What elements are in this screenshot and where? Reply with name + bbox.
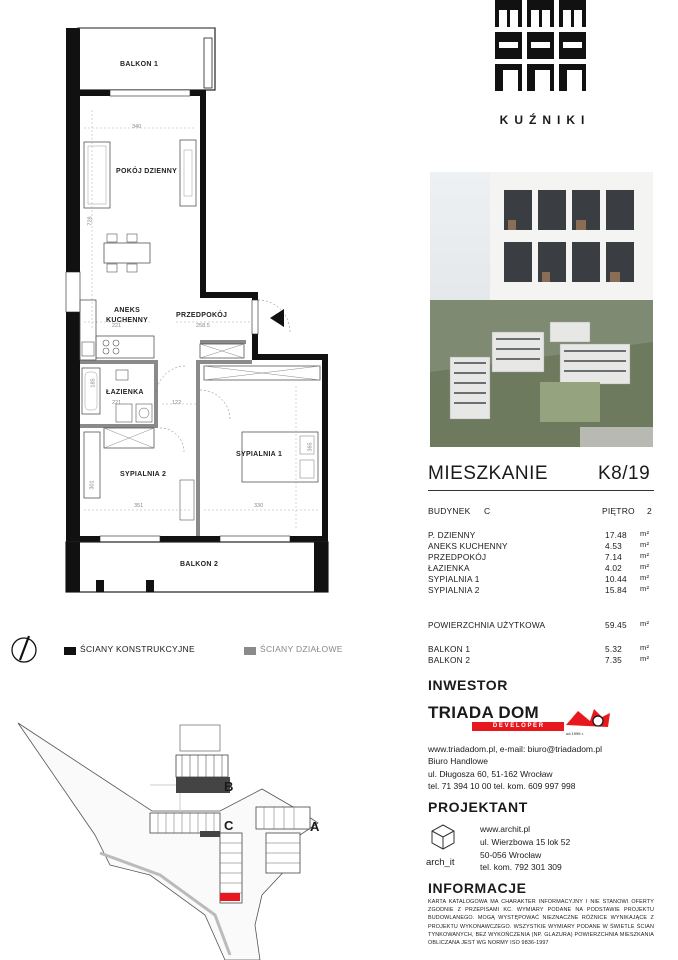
area-row bbox=[428, 541, 654, 552]
divider bbox=[428, 490, 654, 491]
area-row bbox=[428, 574, 654, 585]
area-name: SYPIALNIA 1 bbox=[428, 574, 480, 584]
room-label-bathroom: ŁAZIENKA bbox=[106, 389, 144, 396]
dimension-label: 301 bbox=[89, 480, 96, 490]
info-disclaimer: KARTA KATALOGOWA MA CHARAKTER INFORMACYJNY I NIE STANOWI OFERTY ZGODNIE Z PRZEPISAMI KC. WYMIARY PODANE NA PODSTAWIE PROJEKTU BUDOWLANEGO. MOGĄ WYSTĘPOWAĆ NIEZNACZNE RÓŻNICE WYNIKAJĄCE Z PROJEKTU WYKONAWCZEGO. WSZYSTKIE WYMIARY PODANE W ŚWIETLE ŚCIAN TYNKOWANYCH, BEZ WYKOŃCZENIA (NP. GLAZURA) POWIERZCHNIA MIESZKANIA OBLICZANA JEST WG NORMY ISO 9836-1997 bbox=[428, 899, 654, 947]
structural-wall-swatch bbox=[64, 647, 76, 655]
area-name: PRZEDPOKÓJ bbox=[428, 552, 487, 562]
area-name: SYPIALNIA 2 bbox=[428, 585, 480, 595]
designer-address: ul. Wierzbowa 15 lok 52 bbox=[480, 837, 571, 847]
investor-office: Biuro Handlowe bbox=[428, 756, 489, 766]
dimension-label: 185 bbox=[90, 378, 97, 388]
room-label-bedroom-2: SYPIALNIA 2 bbox=[120, 471, 167, 478]
kuzniki-logo bbox=[495, 0, 590, 100]
area-unit: m² bbox=[640, 584, 650, 593]
apartment-code: K8/19 bbox=[598, 463, 651, 484]
area-value: 17.48 bbox=[605, 530, 627, 540]
dimension-label: 340 bbox=[132, 124, 142, 130]
designer-heading: PROJEKTANT bbox=[428, 799, 528, 815]
room-label-kitchenette: ANEKS KUCHENNY bbox=[106, 307, 149, 324]
dimension-label: 258.5 bbox=[196, 323, 210, 329]
dimension-label: 330 bbox=[254, 503, 264, 509]
site-plan-drawing bbox=[0, 715, 380, 960]
north-compass-icon bbox=[10, 630, 40, 670]
wall-legend bbox=[10, 630, 350, 670]
area-name: ANEKS KUCHENNY bbox=[428, 541, 508, 551]
area-unit: m² bbox=[640, 562, 650, 571]
room-label-balcony-2: BALKON 2 bbox=[180, 561, 219, 568]
site-label-building-a: A bbox=[310, 819, 320, 834]
designer-phone: tel. kom. 792 301 309 bbox=[480, 862, 562, 872]
area-name: BALKON 1 bbox=[428, 644, 471, 654]
room-label-hallway: PRZEDPOKÓJ bbox=[176, 312, 228, 319]
logo-sub-text: D E V E L O P E R bbox=[472, 722, 564, 731]
legend-structural-label: ŚCIANY KONSTRUKCYJNE bbox=[80, 644, 195, 654]
archit-cube-icon bbox=[430, 823, 456, 851]
dimension-label: 365 bbox=[307, 442, 314, 452]
dimension-label: 221 bbox=[112, 400, 122, 406]
area-name: P. DZIENNY bbox=[428, 530, 476, 540]
area-unit: m² bbox=[640, 654, 650, 663]
area-row bbox=[428, 552, 654, 563]
apartment-location-marker bbox=[220, 893, 240, 901]
partition-wall-swatch bbox=[244, 647, 256, 655]
area-value: 5.32 bbox=[605, 644, 622, 654]
area-name: ŁAZIENKA bbox=[428, 563, 470, 573]
investor-address: ul. Długosza 60, 51-162 Wrocław bbox=[428, 769, 553, 779]
area-value: 4.02 bbox=[605, 563, 622, 573]
dimension-label: 351 bbox=[134, 503, 144, 509]
area-unit: m² bbox=[640, 643, 650, 652]
area-row bbox=[428, 563, 654, 574]
project-name: KUŹNIKI bbox=[499, 113, 591, 127]
area-unit: m² bbox=[640, 573, 650, 582]
info-heading: INFORMACJE bbox=[428, 880, 527, 896]
area-value: 15.84 bbox=[605, 585, 627, 595]
area-value: 4.53 bbox=[605, 541, 622, 551]
floor-plan bbox=[0, 0, 360, 620]
floor-plan-drawing bbox=[0, 0, 360, 620]
usable-area bbox=[428, 620, 654, 631]
area-row bbox=[428, 655, 654, 666]
logo-since-text: od 1995 r. bbox=[566, 731, 584, 736]
room-label-living-room: POKÓJ DZIENNY bbox=[116, 168, 178, 175]
area-value: 7.14 bbox=[605, 552, 622, 562]
area-row bbox=[428, 585, 654, 596]
area-value: 10.44 bbox=[605, 574, 627, 584]
dimension-label: 221 bbox=[112, 323, 122, 329]
dimension-label: 122 bbox=[172, 400, 182, 406]
archit-logo-text: arch_it bbox=[426, 857, 455, 868]
area-unit: m² bbox=[640, 551, 650, 560]
building-render-image bbox=[430, 172, 653, 447]
floor-label: PIĘTRO bbox=[602, 506, 635, 516]
investor-contact-web: www.triadadom.pl, e-mail: biuro@triadadom.pl bbox=[428, 744, 602, 754]
balcony-areas bbox=[428, 644, 654, 666]
investor-phone: tel. 71 394 10 00 tel. kom. 609 997 998 bbox=[428, 781, 576, 791]
usable-area-label: POWIERZCHNIA UŻYTKOWA bbox=[428, 620, 546, 630]
building-label: BUDYNEK bbox=[428, 506, 471, 516]
room-label-bedroom-1: SYPIALNIA 1 bbox=[236, 451, 283, 458]
area-unit: m² bbox=[640, 529, 650, 538]
designer-web: www.archit.pl bbox=[480, 824, 531, 834]
area-row bbox=[428, 530, 654, 541]
site-label-building-c: C bbox=[224, 818, 234, 833]
designer-city: 50-056 Wrocław bbox=[480, 850, 542, 860]
building-value: C bbox=[484, 506, 491, 516]
area-table bbox=[428, 530, 654, 596]
triada-dom-logo bbox=[428, 703, 654, 737]
investor-heading: INWESTOR bbox=[428, 677, 508, 693]
area-name: BALKON 2 bbox=[428, 655, 471, 665]
floor-value: 2 bbox=[647, 506, 652, 516]
entrance-arrow-icon bbox=[270, 309, 284, 327]
dimension-label: 728 bbox=[87, 216, 94, 226]
site-label-building-b: B bbox=[224, 779, 234, 794]
area-value: 7.35 bbox=[605, 655, 622, 665]
area-row bbox=[428, 644, 654, 655]
usable-area-unit: m² bbox=[640, 619, 650, 628]
area-unit: m² bbox=[640, 540, 650, 549]
room-label-balcony-1: BALKON 1 bbox=[120, 61, 159, 68]
usable-area-value: 59.45 bbox=[605, 620, 627, 630]
logo-main-text: TRIADA DOM bbox=[428, 703, 539, 722]
site-plan bbox=[0, 715, 380, 960]
apartment-label: MIESZKANIE bbox=[428, 463, 549, 484]
legend-partition-label: ŚCIANY DZIAŁOWE bbox=[260, 644, 343, 654]
